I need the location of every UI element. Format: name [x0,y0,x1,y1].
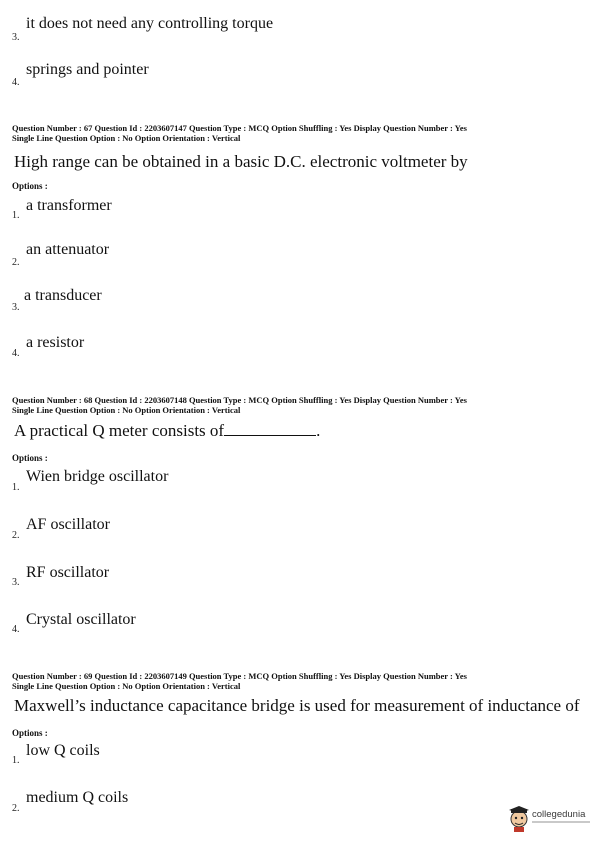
mascot-icon [508,806,530,832]
option-text: medium Q coils [26,789,129,806]
question-meta-line: Single Line Question Option : No Option Orientation : Vertical [12,132,241,143]
question-meta-line: Single Line Question Option : No Option Orientation : Vertical [12,404,241,415]
collegedunia-logo [508,806,593,834]
option-text: a resistor [26,334,85,351]
option-text: a transducer [24,287,102,304]
question-text-end: . [316,421,321,440]
question-meta-line: Question Number : 68 Question Id : 2203607148 Question Type : MCQ Option Shuffling : Yes Display Question Number : Yes [12,395,467,405]
option-number: 2. [12,257,20,268]
question-meta [12,396,467,415]
option-number: 3. [12,577,20,588]
option-number: 3. [12,302,20,313]
question-text [14,421,320,441]
question-meta [12,124,467,143]
option-number: 1. [12,755,20,766]
question-meta-line: Single Line Question Option : No Option Orientation : Vertical [12,680,241,691]
option-number: 4. [12,624,20,635]
option-text: AF oscillator [26,516,110,533]
option-number: 2. [12,530,20,541]
option-text: a transformer [26,197,112,214]
option-number: 1. [12,210,20,221]
option-text: it does not need any controlling torque [26,15,274,32]
option-number: 4. [12,77,20,88]
question-text-main: A practical Q meter consists of [14,421,225,440]
option-text: Wien bridge oscillator [26,468,169,485]
question-text: Maxwell’s inductance capacitance bridge is used for measurement of inductance of [14,696,580,715]
question-meta-line: Question Number : 67 Question Id : 2203607147 Question Type : MCQ Option Shuffling : Yes Display Question Number : Yes [12,123,467,133]
option-number: 1. [12,482,20,493]
option-number: 4. [12,348,20,359]
answer-blank [224,421,316,436]
options-label: Options : [12,453,48,463]
option-text: low Q coils [26,742,100,759]
option-number: 3. [12,32,20,43]
option-number: 2. [12,803,20,814]
option-text: springs and pointer [26,61,149,78]
question-meta-line: Question Number : 69 Question Id : 2203607149 Question Type : MCQ Option Shuffling : Yes Display Question Number : Yes [12,671,467,681]
logo-wordmark: collegedunia [532,809,586,820]
options-label: Options : [12,181,48,191]
question-text: High range can be obtained in a basic D.C. electronic voltmeter by [14,152,468,171]
logo-tagline [532,821,590,823]
option-text: RF oscillator [26,564,110,581]
option-text: Crystal oscillator [26,611,136,628]
options-label: Options : [12,728,48,738]
question-meta [12,672,467,691]
option-text: an attenuator [26,241,110,258]
